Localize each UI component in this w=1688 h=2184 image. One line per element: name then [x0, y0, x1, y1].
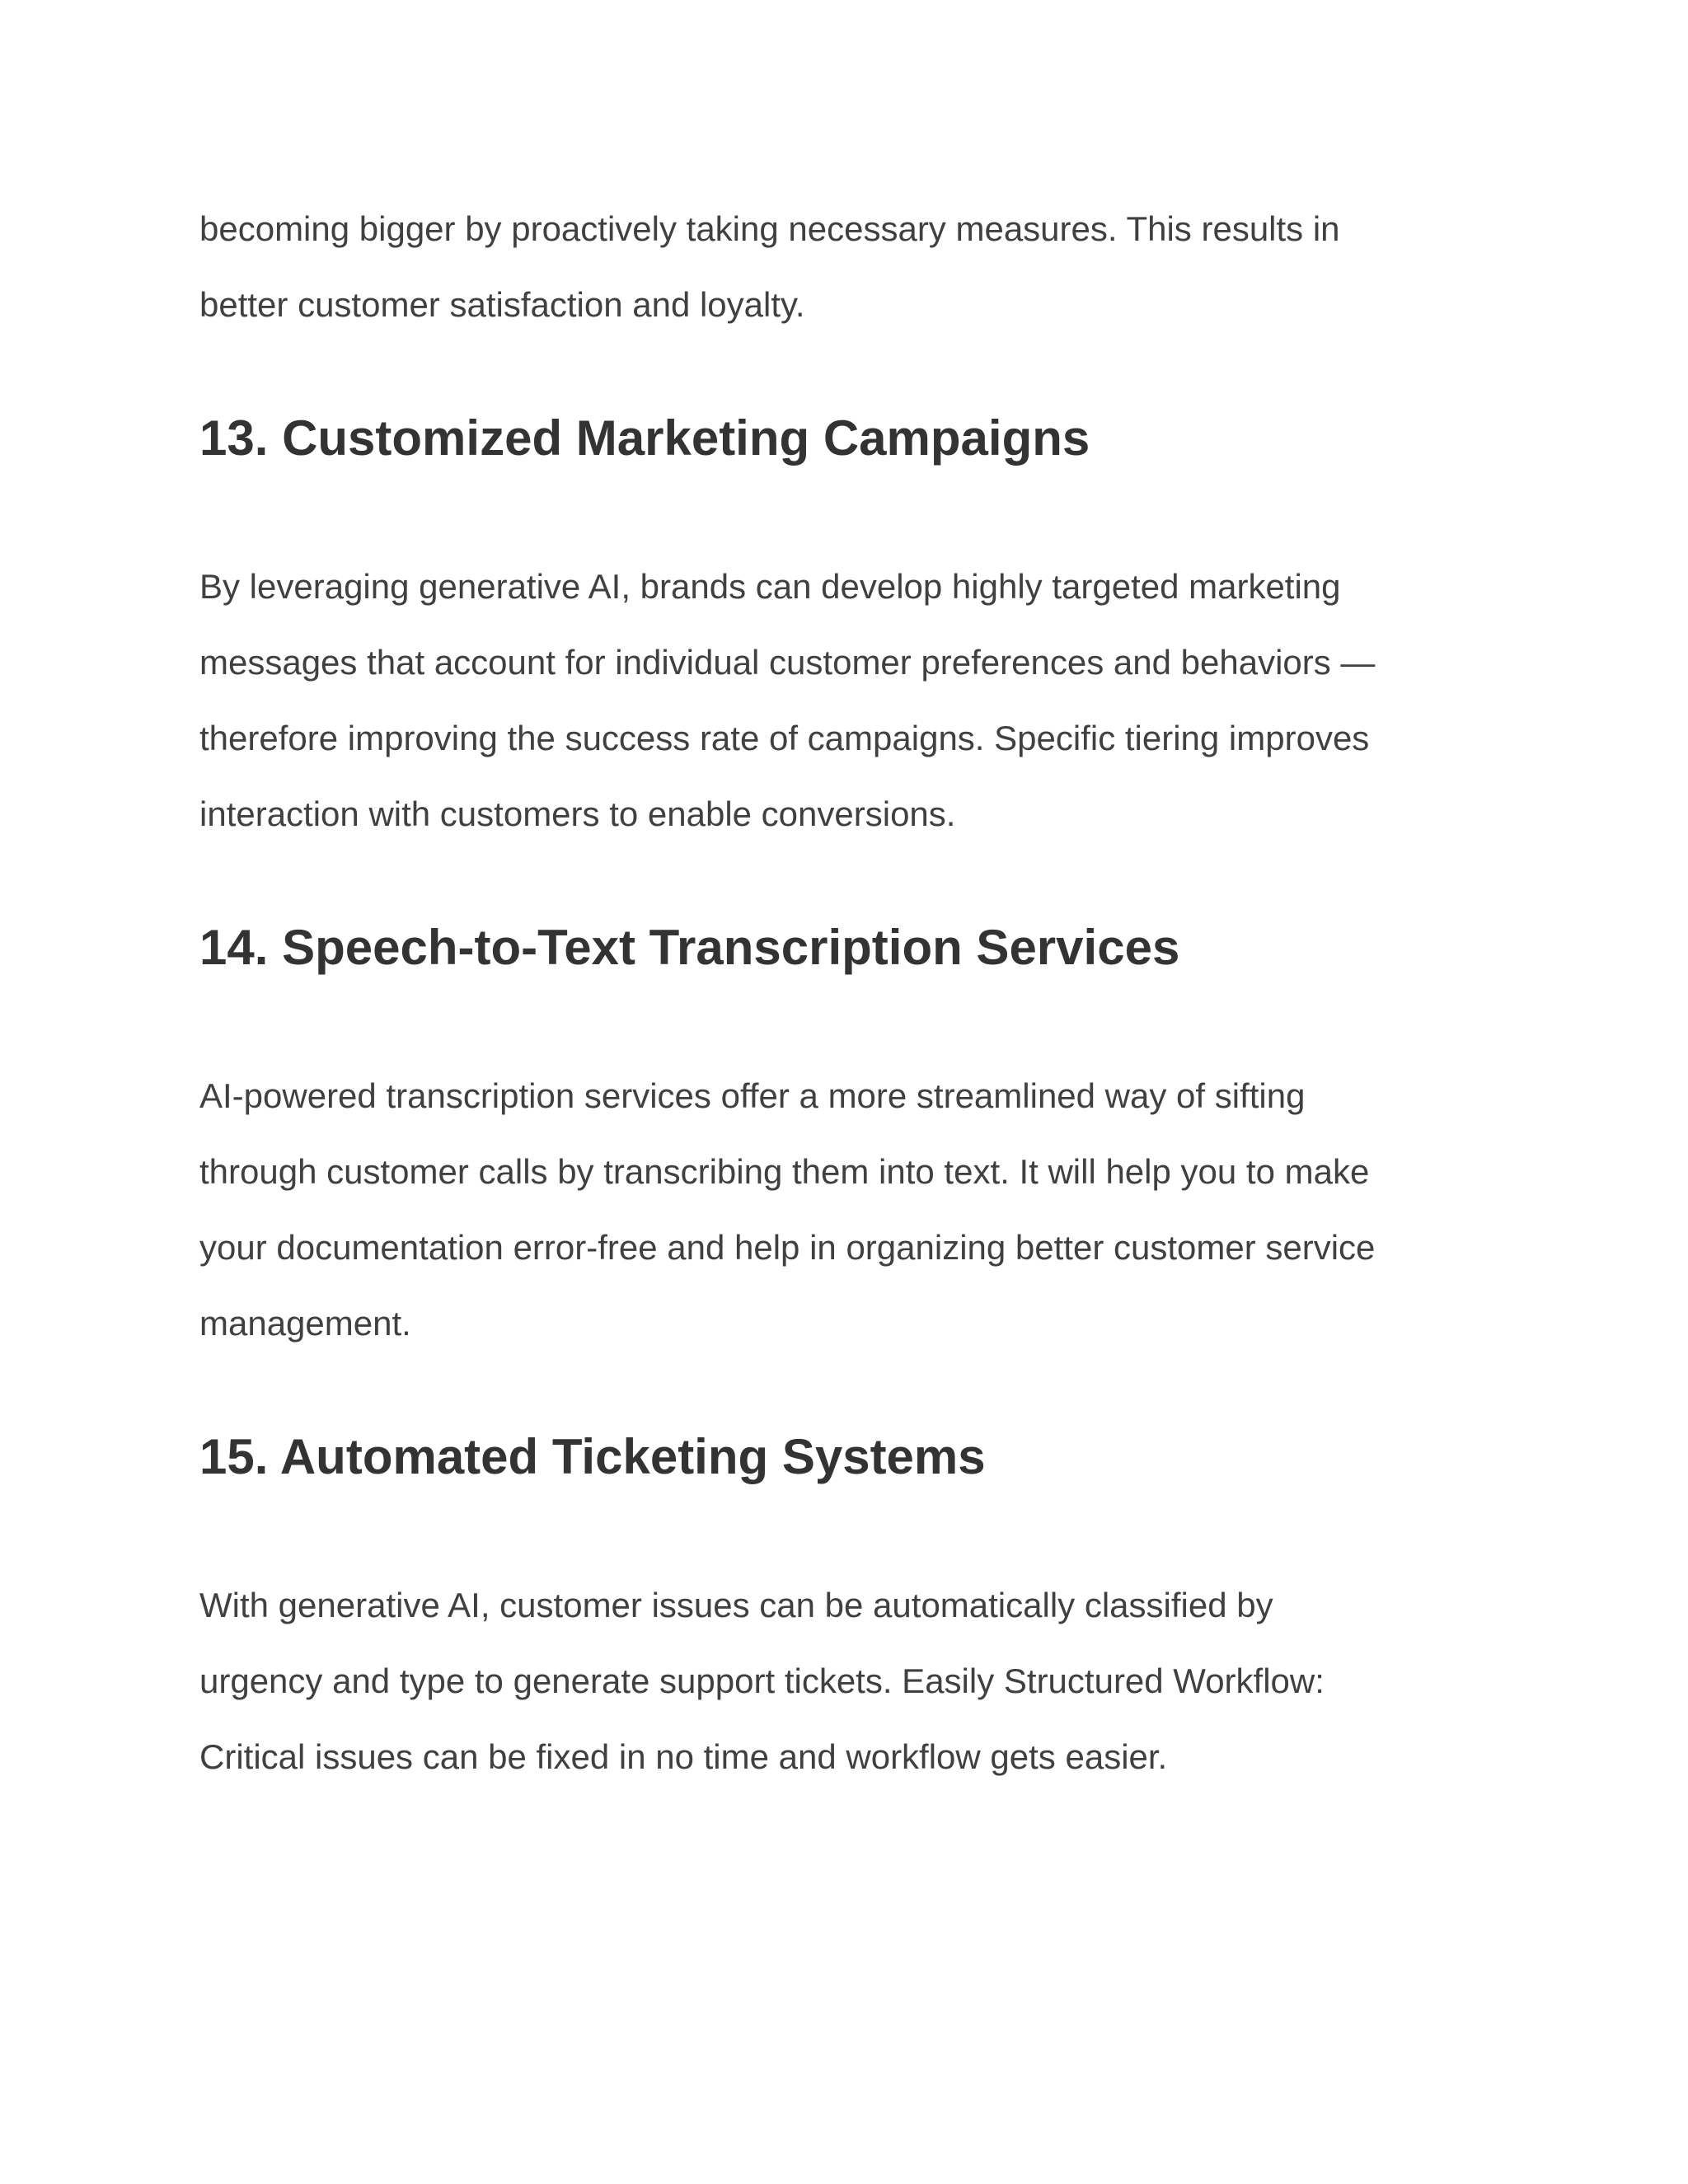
text-line: therefore improving the success rate of campaigns. Specific tiering improves: [199, 719, 1370, 757]
text-line: Critical issues can be fixed in no time and workflow gets easier.: [199, 1737, 1168, 1776]
intro-paragraph: [199, 191, 1493, 343]
text-line: becoming bigger by proactively taking necessary measures. This results in: [199, 209, 1340, 248]
text-line: interaction with customers to enable conversions.: [199, 794, 956, 833]
section-paragraph-13: [199, 549, 1493, 852]
text-line: urgency and type to generate support tickets. Easily Structured Workflow:: [199, 1661, 1325, 1700]
text-line: With generative AI, customer issues can be automatically classified by: [199, 1586, 1273, 1624]
section-paragraph-14: [199, 1058, 1493, 1361]
section-heading-15: 15. Automated Ticketing Systems: [199, 1429, 986, 1484]
text-line: through customer calls by transcribing them into text. It will help you to make: [199, 1152, 1370, 1191]
section-paragraph-15: [199, 1568, 1493, 1795]
text-line: messages that account for individual customer preferences and behaviors —: [199, 643, 1376, 682]
text-line: AI-powered transcription services offer a more streamlined way of sifting: [199, 1076, 1306, 1115]
text-line: By leveraging generative AI, brands can develop highly targeted marketing: [199, 567, 1341, 606]
document-page: [199, 191, 1493, 1795]
text-line: better customer satisfaction and loyalty.: [199, 285, 805, 324]
section-heading-14: 14. Speech-to-Text Transcription Services: [199, 920, 1180, 975]
section-heading-13: 13. Customized Marketing Campaigns: [199, 410, 1090, 466]
text-line: management.: [199, 1304, 411, 1343]
text-line: your documentation error-free and help in organizing better customer service: [199, 1228, 1376, 1267]
